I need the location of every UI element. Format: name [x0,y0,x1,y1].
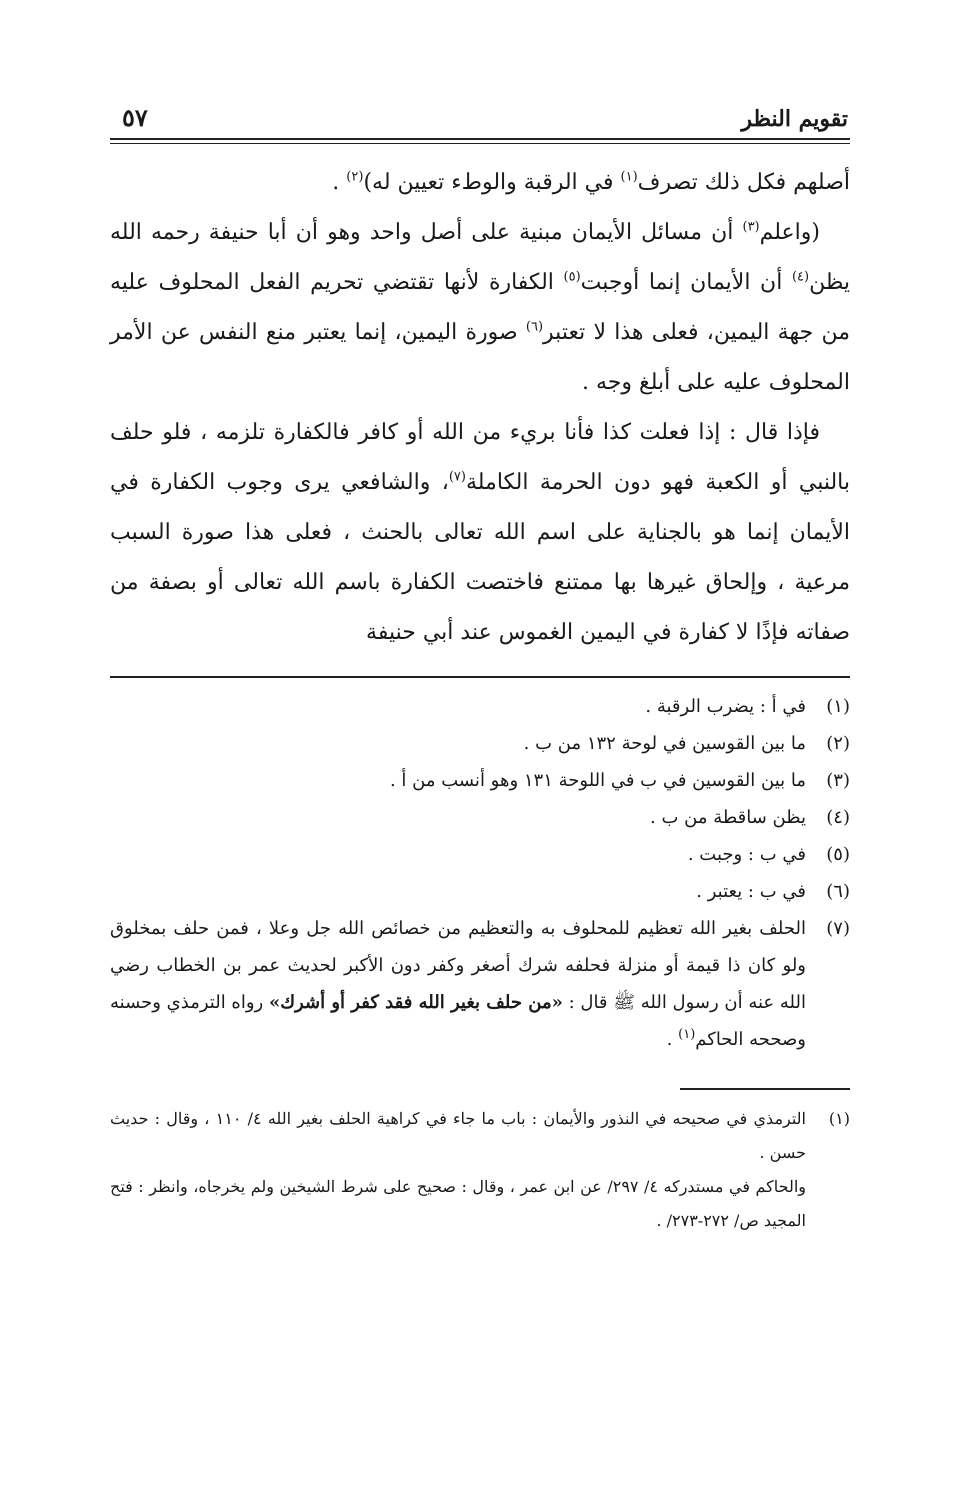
running-header [110,92,850,132]
subnote-separator [680,1088,850,1090]
running-title: تقويم النظر [741,106,848,132]
footnote-ref: (٢) [346,169,364,185]
footnote-ref: (٦) [525,319,544,335]
subnote-item: (١) الترمذي في صحيحه في النذور والأيمان : باب ما جاء في كراهية الحلف بغير الله ٤/ ١١٠ ، وقال : حديث حسن . [110,1109,850,1162]
subnote-item: والحاكم في مستدركه ٤/ ٢٩٧/ عن ابن عمر ، وقال : صحيح على شرط الشيخين ولم يخرجاه، وانظر : فتح المجيد ص/ ٢٧٢-٢٧٣/ . [110,1177,806,1230]
footnote-ref: (٧) [448,469,466,485]
footnote-item-7: (٧) الحلف بغير الله تعظيم للمحلوف به والتعظيم من خصائص الله جل وعلا ، فمن حلف بمخلوق ولو كان ذا قيمة أو منزلة فحلفه شرك أصغر وكفر دون الأكبر لحديث عمر بن الخطاب رضي الله عنه أن رسول الله ﷺ قال : «من حلف بغير الله فقد كفر أو أشرك» رواه الترمذي وحسنه وصححه الحاكم$^{(١)}$ . [110,918,850,1050]
header-rule [110,138,850,144]
sub-footnotes [110,1102,850,1238]
footnote-item: (٤) يظن ساقطة من ب . [650,807,850,828]
main-text [110,158,850,658]
footnote-item: (١) في أ : يضرب الرقبة . [645,696,850,717]
footnote-item: (٥) في ب : وجبت . [687,844,850,865]
footnote-separator [110,676,850,678]
footnote-ref: (٥) [563,269,581,285]
footnote-ref: (٤) [791,269,810,285]
footnotes [110,688,850,1058]
page-number: ٥٧ [122,103,148,132]
document-page [110,92,850,1238]
footnote-ref: (١) [620,169,638,185]
paragraph-1: أصلهم فكل ذلك تصرف$^{(١)}$ في الرقبة والوطء تعيين له)$^{(٢)}$ . [332,169,850,195]
footnote-ref: (٣) [742,219,760,235]
hadith-quote: «من حلف بغير الله فقد كفر أو أشرك» [268,992,563,1013]
footnote-item: (٢) ما بين القوسين في لوحة ١٣٢ من ب . [523,733,850,754]
footnote-ref: (١) [678,1027,696,1042]
footnote-item: (٣) ما بين القوسين في ب في اللوحة ١٣١ وهو أنسب من أ . [389,770,850,791]
footnote-item: (٦) في ب : يعتبر . [696,881,850,902]
paragraph-3: فإذا قال : إذا فعلت كذا فأنا بريء من الله أو كافر فالكفارة تلزمه ، فلو حلف بالنبي أو الكعبة فهو دون الحرمة الكاملة$^{(٧)}$، والشافعي يرى وجوب الكفارة في الأيمان إنما هو بالجناية على اسم الله تعالى بالحنث ، فعلى هذا صورة السبب مرعية ، وإلحاق غيرها بها ممتنع فاختصت الكفارة باسم الله تعالى أو بصفة من صفاته فإذًا لا كفارة في اليمين الغموس عند أبي حنيفة [110,420,851,645]
paragraph-2: (واعلم$^{(٣)}$ أن مسائل الأيمان مبنية على أصل واحد وهو أن أبا حنيفة رحمه الله يظن$^{(٤)}$ أن الأيمان إنما أوجبت$^{(٥)}$ الكفارة لأنها تقتضي تحريم الفعل المحلوف عليه من جهة اليمين، فعلى هذا لا تعتبر$^{(٦)}$ صورة اليمين، إنما يعتبر منع النفس عن الأمر المحلوف عليه على أبلغ وجه . [110,219,850,395]
